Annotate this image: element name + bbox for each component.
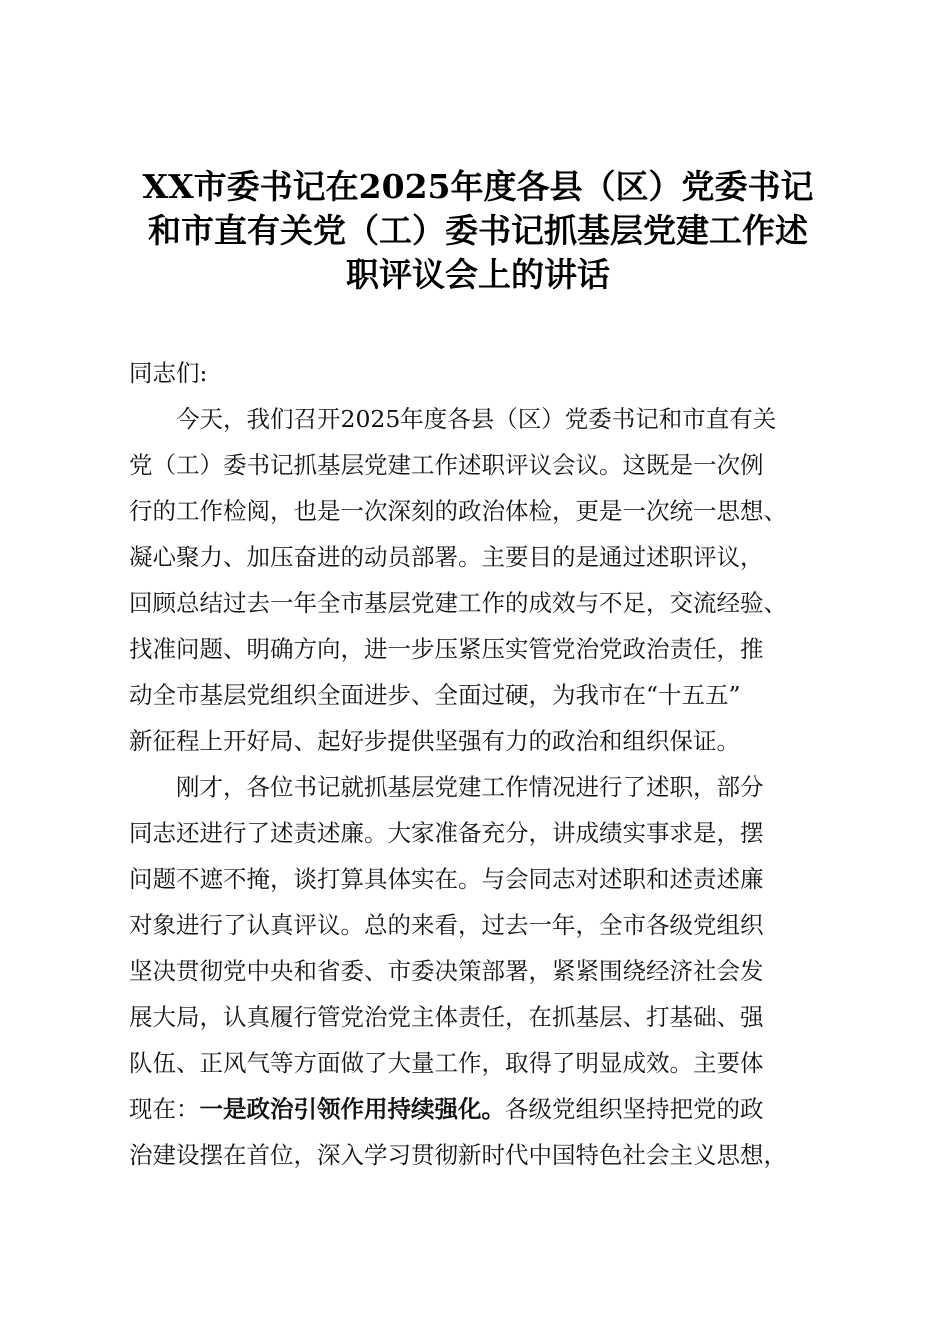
paragraph-1 — [129, 396, 845, 764]
text-line: 展大局，认真履行管党治党主体责任，在抓基层、打基础、强 — [129, 1003, 764, 1031]
title-line: 和市直有关党（工）委书记抓基层党建工作述 — [148, 211, 808, 250]
text-line: 回顾总结过去一年全市基层党建工作的成效与不足，交流经验、 — [129, 589, 787, 617]
text-line: 新征程上开好局、起好步提供坚强有力的政治和组织保证。 — [129, 727, 740, 755]
text-line: 队伍、正风气等方面做了大量工作，取得了明显成效。主要体 — [129, 1049, 764, 1077]
text-line: 行的工作检阅，也是一次深刻的政治体检，更是一次统一思想、 — [129, 497, 787, 525]
text-line: 今天，我们召开2025年度各县（区）党委书记和市直有关 — [176, 405, 777, 433]
text-run: 各级党组织坚持把党的政 — [505, 1095, 764, 1123]
title-line: XX市委书记在2025年度各县（区）党委书记 — [142, 167, 814, 206]
text-line: 坚决贯彻党中央和省委、市委决策部署，紧紧围绕经济社会发 — [129, 957, 764, 985]
document-title — [120, 165, 836, 297]
text-line: 同志还进行了述责述廉。大家准备充分，讲成绩实事求是，摆 — [129, 819, 764, 847]
text-line: 问题不遮不掩，谈打算具体实在。与会同志对述职和述责述廉 — [129, 865, 764, 893]
text-run: 现在： — [129, 1095, 200, 1123]
text-line: 动全市基层党组织全面进步、全面过硬，为我市在“十五五” — [129, 681, 741, 709]
text-line: 对象进行了认真评议。总的来看，过去一年，全市各级党组织 — [129, 911, 764, 939]
document-body — [129, 350, 845, 1178]
paragraph-2 — [129, 764, 845, 1178]
text-line: 治建设摆在首位，深入学习贯彻新时代中国特色社会主义思想， — [129, 1141, 787, 1169]
text-line-mixed — [129, 1086, 845, 1132]
text-line: 凝心聚力、加压奋进的动员部署。主要目的是通过述职评议， — [129, 543, 764, 571]
title-line: 职评议会上的讲话 — [346, 255, 610, 294]
text-line: 党（工）委书记抓基层党建工作述职评议会议。这既是一次例 — [129, 451, 764, 479]
text-line: 刚才，各位书记就抓基层党建工作情况进行了述职，部分 — [176, 773, 764, 801]
greeting: 同志们: — [129, 359, 208, 387]
bold-heading-run: 一是政治引领作用持续强化。 — [199, 1095, 505, 1123]
text-line: 找准问题、明确方向，进一步压紧压实管党治党政治责任，推 — [129, 635, 764, 663]
